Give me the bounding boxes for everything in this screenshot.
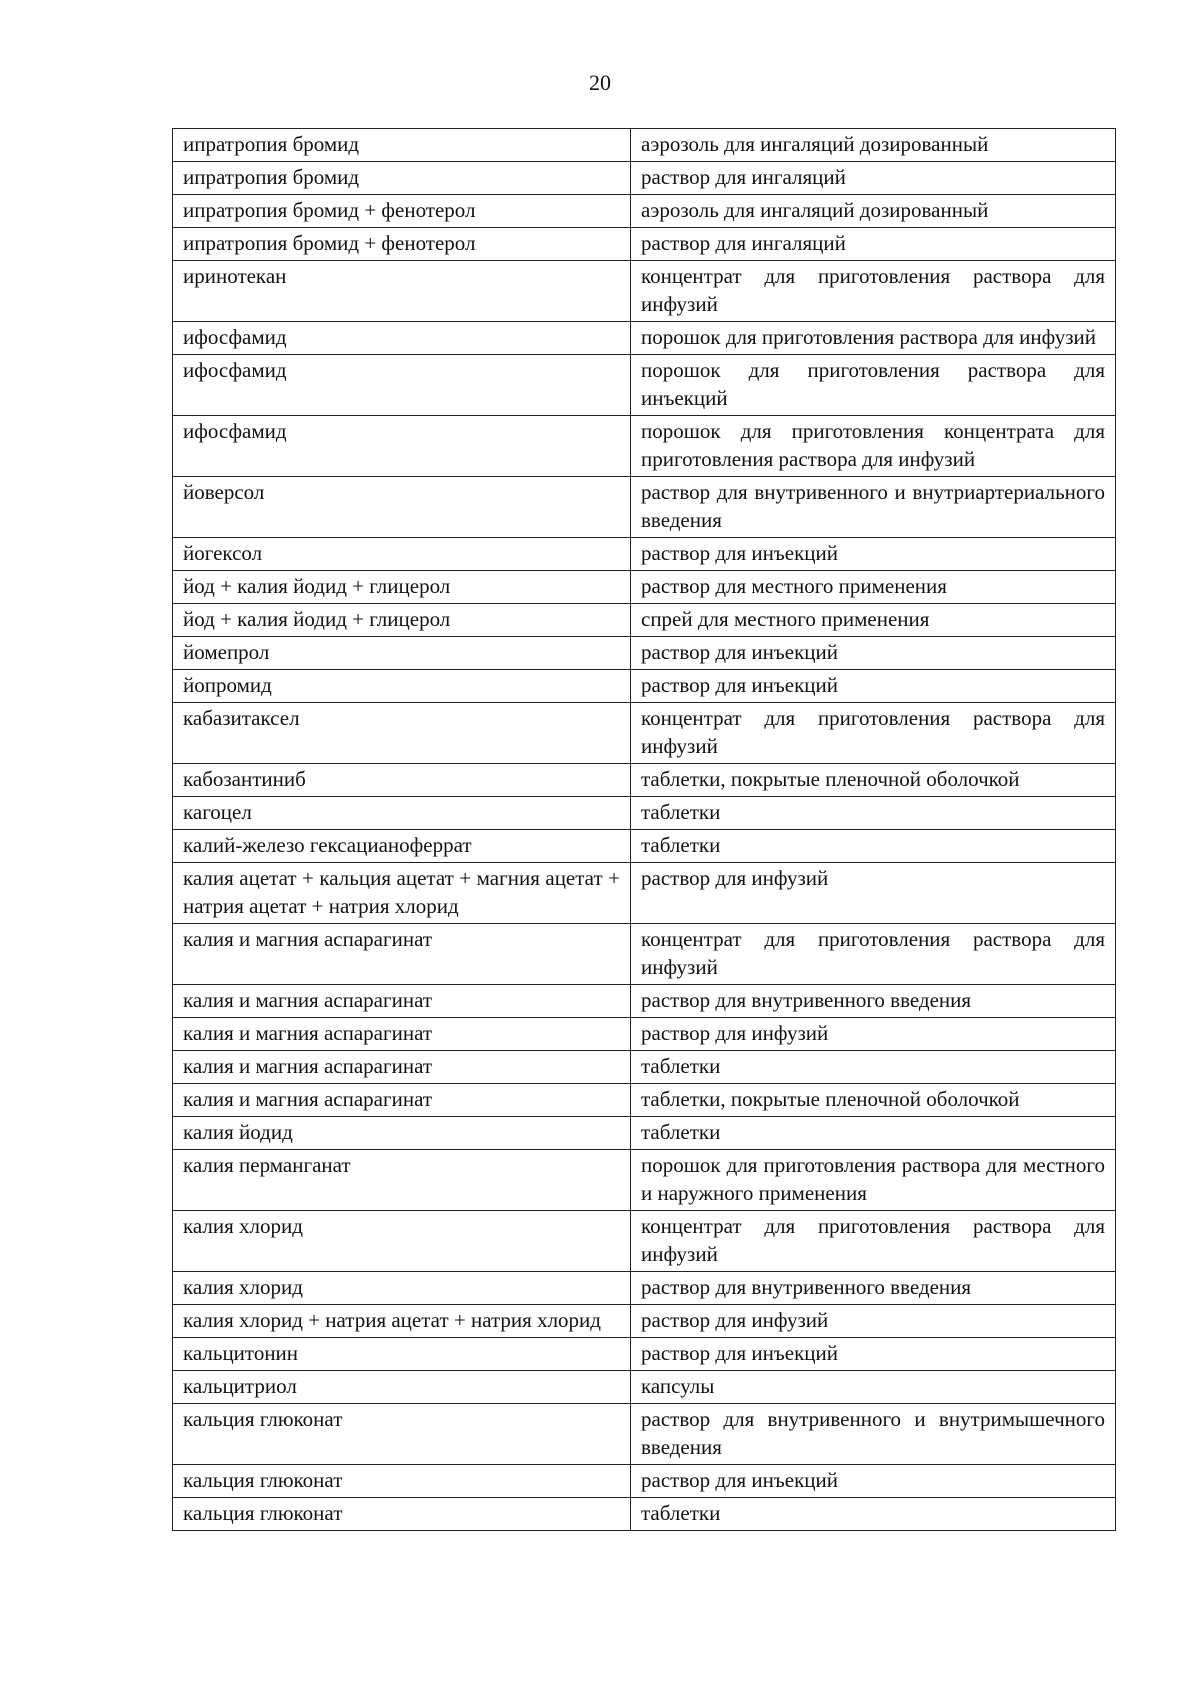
table-row xyxy=(173,477,1116,538)
substance-cell: ипратропия бромид + фенотерол xyxy=(173,228,631,261)
dosage-form-cell: таблетки xyxy=(631,830,1116,863)
dosage-form-cell: раствор для инфузий xyxy=(631,1018,1116,1051)
table-row xyxy=(173,670,1116,703)
substance-cell: ифосфамид xyxy=(173,322,631,355)
dosage-form-cell: раствор для внутривенного введения xyxy=(631,985,1116,1018)
table-row xyxy=(173,604,1116,637)
substance-cell: ифосфамид xyxy=(173,416,631,477)
table-row xyxy=(173,1404,1116,1465)
substance-cell: ипратропия бромид + фенотерол xyxy=(173,195,631,228)
dosage-form-cell: раствор для внутривенного и внутриартериального введения xyxy=(631,477,1116,538)
substance-cell: йомепрол xyxy=(173,637,631,670)
substance-cell: кальцитонин xyxy=(173,1338,631,1371)
dosage-form-cell: порошок для приготовления раствора для инфузий xyxy=(631,322,1116,355)
substance-cell: йод + калия йодид + глицерол xyxy=(173,604,631,637)
dosage-form-cell: таблетки, покрытые пленочной оболочкой xyxy=(631,1084,1116,1117)
dosage-form-cell: концентрат для приготовления раствора для инфузий xyxy=(631,1211,1116,1272)
substance-cell: кабазитаксел xyxy=(173,703,631,764)
dosage-form-cell: концентрат для приготовления раствора для инфузий xyxy=(631,261,1116,322)
dosage-form-cell: раствор для инъекций xyxy=(631,538,1116,571)
table-row xyxy=(173,228,1116,261)
page-number: 20 xyxy=(589,70,611,95)
substance-cell: калия хлорид + натрия ацетат + натрия хлорид xyxy=(173,1305,631,1338)
dosage-form-cell: раствор для инфузий xyxy=(631,1305,1116,1338)
substance-cell: йоверсол xyxy=(173,477,631,538)
dosage-form-cell: концентрат для приготовления раствора для инфузий xyxy=(631,924,1116,985)
dosage-form-cell: раствор для инъекций xyxy=(631,1338,1116,1371)
substance-cell: йод + калия йодид + глицерол xyxy=(173,571,631,604)
substance-cell: йопромид xyxy=(173,670,631,703)
substance-cell: йогексол xyxy=(173,538,631,571)
dosage-form-cell: таблетки, покрытые пленочной оболочкой xyxy=(631,764,1116,797)
table-row xyxy=(173,703,1116,764)
table-row xyxy=(173,162,1116,195)
table-row xyxy=(173,538,1116,571)
substance-cell: кабозантиниб xyxy=(173,764,631,797)
table-row xyxy=(173,1117,1116,1150)
dosage-form-cell: раствор для инъекций xyxy=(631,1465,1116,1498)
dosage-form-cell: таблетки xyxy=(631,797,1116,830)
table-row xyxy=(173,261,1116,322)
table-row xyxy=(173,1371,1116,1404)
table-row xyxy=(173,1338,1116,1371)
substance-cell: калия и магния аспарагинат xyxy=(173,985,631,1018)
dosage-form-cell: раствор для ингаляций xyxy=(631,162,1116,195)
substance-cell: калия перманганат xyxy=(173,1150,631,1211)
drug-table-body xyxy=(173,129,1116,1531)
drug-table xyxy=(172,128,1116,1531)
table-row xyxy=(173,1051,1116,1084)
table-row xyxy=(173,1150,1116,1211)
table-row xyxy=(173,637,1116,670)
table-row xyxy=(173,830,1116,863)
table-row xyxy=(173,764,1116,797)
dosage-form-cell: спрей для местного применения xyxy=(631,604,1116,637)
table-row xyxy=(173,985,1116,1018)
substance-cell: калия и магния аспарагинат xyxy=(173,1084,631,1117)
table-row xyxy=(173,355,1116,416)
table-row xyxy=(173,1305,1116,1338)
dosage-form-cell: таблетки xyxy=(631,1117,1116,1150)
substance-cell: калий-железо гексацианоферрат xyxy=(173,830,631,863)
dosage-form-cell: раствор для местного применения xyxy=(631,571,1116,604)
table-row xyxy=(173,797,1116,830)
dosage-form-cell: раствор для инфузий xyxy=(631,863,1116,924)
table-row xyxy=(173,863,1116,924)
substance-cell: кагоцел xyxy=(173,797,631,830)
dosage-form-cell: раствор для инъекций xyxy=(631,670,1116,703)
dosage-form-cell: аэрозоль для ингаляций дозированный xyxy=(631,129,1116,162)
dosage-form-cell: раствор для инъекций xyxy=(631,637,1116,670)
substance-cell: калия ацетат + кальция ацетат + магния ацетат + натрия ацетат + натрия хлорид xyxy=(173,863,631,924)
table-row xyxy=(173,416,1116,477)
table-row xyxy=(173,1465,1116,1498)
substance-cell: калия и магния аспарагинат xyxy=(173,924,631,985)
dosage-form-cell: раствор для ингаляций xyxy=(631,228,1116,261)
substance-cell: ифосфамид xyxy=(173,355,631,416)
substance-cell: калия хлорид xyxy=(173,1272,631,1305)
substance-cell: калия хлорид xyxy=(173,1211,631,1272)
substance-cell: ипратропия бромид xyxy=(173,162,631,195)
dosage-form-cell: порошок для приготовления концентрата для приготовления раствора для инфузий xyxy=(631,416,1116,477)
dosage-form-cell: таблетки xyxy=(631,1051,1116,1084)
dosage-form-cell: порошок для приготовления раствора для инъекций xyxy=(631,355,1116,416)
substance-cell: кальция глюконат xyxy=(173,1465,631,1498)
dosage-form-cell: таблетки xyxy=(631,1498,1116,1531)
dosage-form-cell: капсулы xyxy=(631,1371,1116,1404)
table-row xyxy=(173,1084,1116,1117)
substance-cell: калия йодид xyxy=(173,1117,631,1150)
table-row xyxy=(173,129,1116,162)
table-row xyxy=(173,571,1116,604)
table-row xyxy=(173,1018,1116,1051)
table-row xyxy=(173,322,1116,355)
table-row xyxy=(173,1272,1116,1305)
dosage-form-cell: раствор для внутривенного и внутримышечного введения xyxy=(631,1404,1116,1465)
table-row xyxy=(173,1211,1116,1272)
substance-cell: калия и магния аспарагинат xyxy=(173,1018,631,1051)
table-row xyxy=(173,1498,1116,1531)
substance-cell: кальция глюконат xyxy=(173,1404,631,1465)
dosage-form-cell: концентрат для приготовления раствора для инфузий xyxy=(631,703,1116,764)
table-row xyxy=(173,195,1116,228)
dosage-form-cell: аэрозоль для ингаляций дозированный xyxy=(631,195,1116,228)
substance-cell: иринотекан xyxy=(173,261,631,322)
dosage-form-cell: порошок для приготовления раствора для местного и наружного применения xyxy=(631,1150,1116,1211)
dosage-form-cell: раствор для внутривенного введения xyxy=(631,1272,1116,1305)
table-row xyxy=(173,924,1116,985)
substance-cell: калия и магния аспарагинат xyxy=(173,1051,631,1084)
substance-cell: кальцитриол xyxy=(173,1371,631,1404)
substance-cell: ипратропия бромид xyxy=(173,129,631,162)
substance-cell: кальция глюконат xyxy=(173,1498,631,1531)
